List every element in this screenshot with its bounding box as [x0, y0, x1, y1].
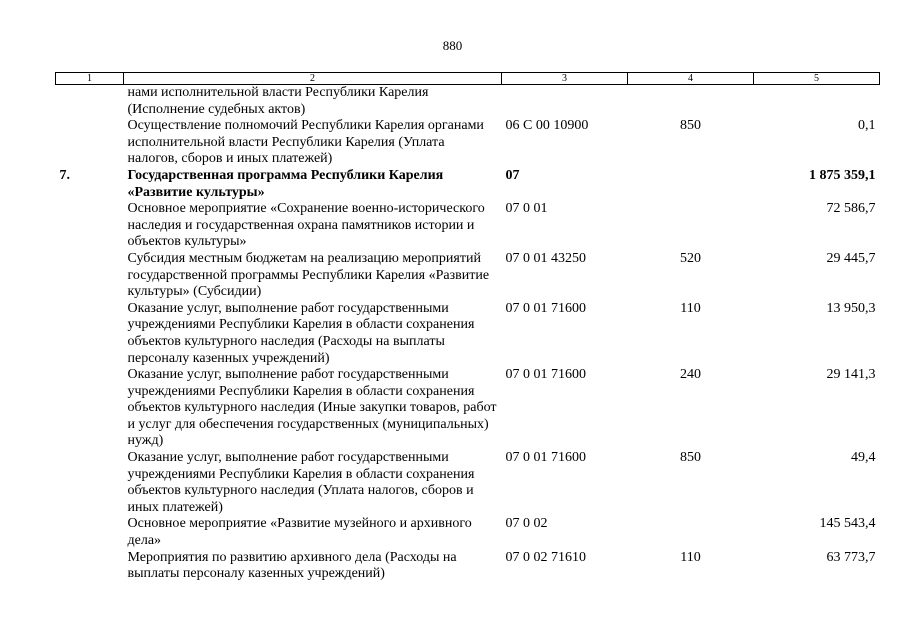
row-code: 07 0 01 71600 [505, 300, 586, 316]
row-code: 07 0 01 [505, 201, 548, 217]
row-expense-type: 850 [680, 450, 701, 466]
row-expense-type [628, 516, 754, 549]
row-number: 7. [59, 167, 70, 183]
row-code: 07 [505, 167, 520, 183]
row-expense-type [628, 201, 754, 251]
table-row [56, 251, 880, 301]
row-expense-type: 110 [680, 549, 701, 565]
table-row [56, 301, 880, 367]
row-amount: 145 543,4 [819, 516, 876, 532]
row-code: 06 С 00 10900 [505, 118, 589, 134]
row-description: Основное мероприятие «Сохранение военно-исторического наследия и государственная охрана памятников истории и объектов культуры» [127, 201, 485, 250]
row-description: Государственная программа Республики Карелия «Развитие культуры» [127, 167, 444, 200]
row-number [56, 516, 124, 549]
row-expense-type [628, 85, 754, 119]
table-row-program [56, 168, 880, 201]
row-number [56, 450, 124, 516]
row-number [56, 85, 124, 119]
row-expense-type [628, 168, 754, 201]
table-row [56, 367, 880, 450]
row-description: нами исполнительной власти Республики Карелия (Исполнение судебных актов) [127, 85, 429, 117]
column-header-2: 2 [124, 73, 502, 85]
row-description: Мероприятия по развитию архивного дела (Расходы на выплаты персоналу казенных учреждений) [127, 549, 457, 582]
row-number [56, 367, 124, 450]
column-header-1: 1 [56, 73, 124, 85]
row-amount: 49,4 [851, 450, 876, 466]
row-amount: 29 141,3 [826, 367, 876, 383]
column-header-3: 3 [502, 73, 628, 85]
row-amount [754, 85, 880, 119]
column-number-header [56, 73, 880, 85]
row-code: 07 0 01 71600 [505, 367, 586, 383]
table-row [56, 85, 880, 119]
row-number [56, 251, 124, 301]
row-amount: 72 586,7 [826, 201, 876, 217]
row-amount: 29 445,7 [826, 250, 876, 266]
table-row [56, 118, 880, 168]
table-row [56, 550, 880, 583]
row-description: Основное мероприятие «Развитие музейного и архивного дела» [127, 516, 472, 549]
row-number [56, 118, 124, 168]
column-header-4: 4 [628, 73, 754, 85]
budget-table [55, 72, 880, 583]
row-description: Оказание услуг, выполнение работ государственными учреждениями Республики Карелия в области сохранения объектов культурного наследия (Расходы на выплаты персоналу казенных учреждений) [127, 300, 475, 366]
row-expense-type: 850 [680, 118, 701, 134]
row-code: 07 0 02 [505, 516, 548, 532]
row-number [56, 301, 124, 367]
row-description: Субсидия местным бюджетам на реализацию мероприятий государственной программы Республики Карелия «Развитие культуры» (Субсидии) [127, 250, 490, 300]
row-description: Осуществление полномочий Республики Карелия органами исполнительной власти Республики Карелия (Уплата налогов, сборов и иных платежей) [127, 118, 484, 167]
row-description: Оказание услуг, выполнение работ государственными учреждениями Республики Карелия в области сохранения объектов культурного наследия (Иные закупки товаров, работ и услуг для обеспечения государственных (муниципальных) нужд) [127, 367, 497, 449]
row-number [56, 201, 124, 251]
row-amount: 0,1 [858, 118, 876, 134]
row-code: 07 0 01 43250 [505, 250, 586, 266]
table-row [56, 450, 880, 516]
column-header-5: 5 [754, 73, 880, 85]
row-code: 07 0 01 71600 [505, 450, 586, 466]
row-expense-type: 520 [680, 250, 701, 266]
table-row [56, 201, 880, 251]
row-amount: 13 950,3 [826, 300, 876, 316]
row-amount: 1 875 359,1 [809, 167, 876, 183]
row-code: 07 0 02 71610 [505, 549, 586, 565]
row-number [56, 550, 124, 583]
row-expense-type: 110 [680, 300, 701, 316]
row-amount: 63 773,7 [826, 549, 876, 565]
row-description: Оказание услуг, выполнение работ государственными учреждениями Республики Карелия в области сохранения объектов культурного наследия (Уплата налогов, сборов и иных платежей) [127, 450, 475, 515]
page-number: 880 [442, 38, 463, 53]
table-row [56, 516, 880, 549]
row-expense-type: 240 [680, 367, 701, 383]
row-code [502, 85, 628, 119]
